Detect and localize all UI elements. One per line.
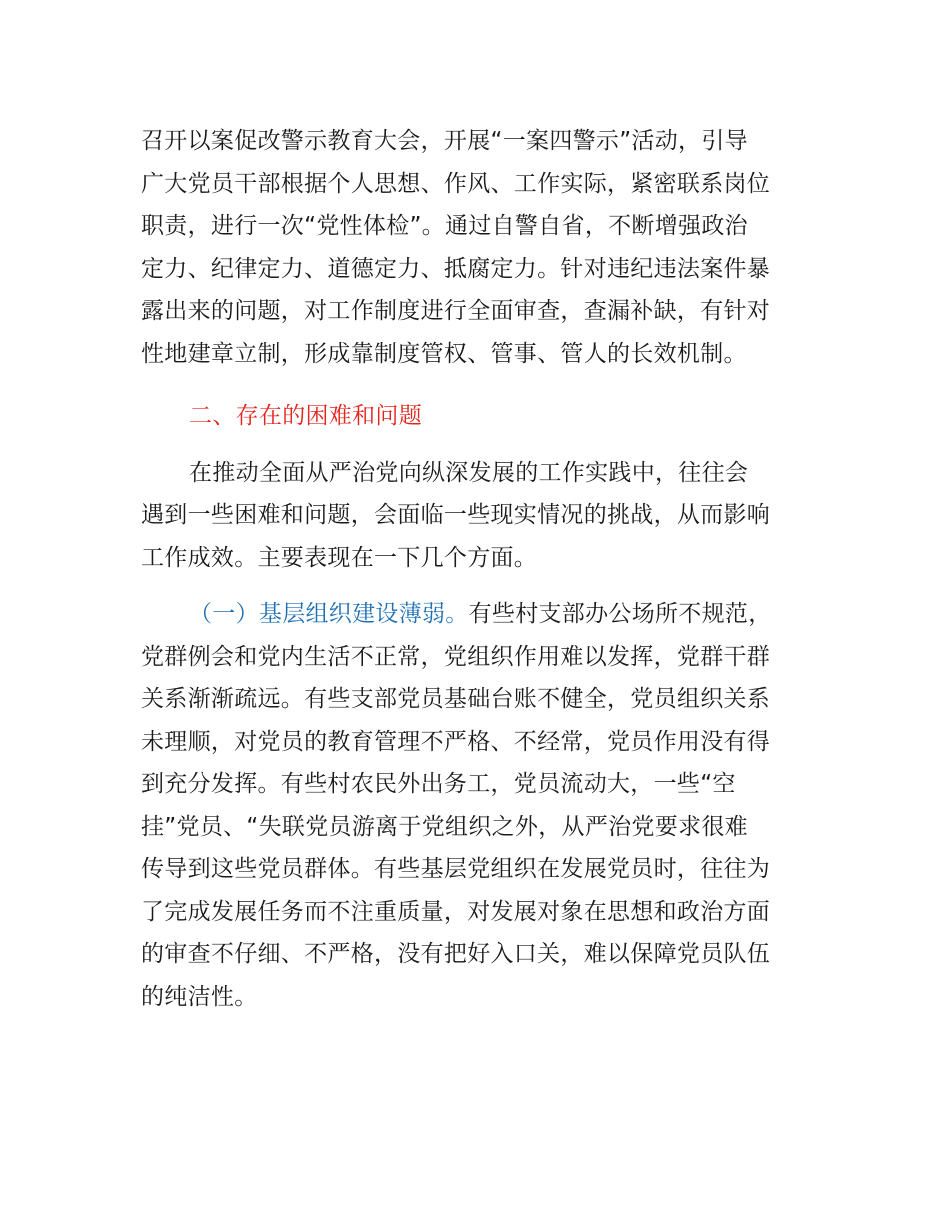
paragraph-line: 党群例会和党内生活不正常，党组织作用难以发挥，党群干群 — [141, 643, 771, 670]
section-heading: 二、存在的困难和问题 — [189, 403, 422, 429]
paragraph-line: 到充分发挥。有些村农民外出务工，党员流动大，一些“空 — [141, 771, 736, 797]
paragraph-line: 的审查不仔细、不严格，没有把好入口关，难以保障党员队伍 — [141, 941, 771, 967]
paragraph-line: 遇到一些困难和问题，会面临一些现实情况的挑战，从而影响 — [141, 502, 771, 528]
subsection-heading: （一）基层组织建设薄弱。 — [189, 601, 469, 627]
paragraph-line: 关系渐渐疏远。有些支部党员基础台账不健全，党员组织关系 — [141, 686, 771, 712]
paragraph-line: 挂”党员、“失联党员游离于党组织之外，从严治党要求很难 — [141, 813, 748, 840]
paragraph-line-rest: 有些村支部办公场所不规范， — [468, 601, 772, 627]
paragraph-3 — [141, 593, 821, 1018]
paragraph-line: 广大党员干部根据个人思想、作风、工作实际，紧密联系岗位 — [141, 170, 771, 197]
document-body — [141, 120, 821, 1018]
paragraph-line: 的纯洁性。 — [141, 983, 258, 1010]
paragraph-line: 在推动全面从严治党向纵深发展的工作实践中，往往会 — [189, 459, 749, 486]
paragraph-line: 定力、纪律定力、道德定力、抵腐定力。针对违纪违法案件暴 — [141, 255, 771, 282]
paragraph-line: 了完成发展任务而不注重质量，对发展对象在思想和政治方面 — [141, 898, 771, 925]
paragraph-line: 职责，进行一次“党性体检”。通过自警自省，不断增强政治 — [141, 213, 748, 239]
paragraph-line: 未理顺，对党员的教育管理不严格、不经常，党员作用没有得 — [141, 728, 771, 755]
paragraph-1 — [141, 120, 821, 375]
paragraph-line: 露出来的问题，对工作制度进行全面审查，查漏补缺，有针对 — [141, 298, 771, 324]
paragraph-line: 性地建章立制，形成靠制度管权、管事、管人的长效机制。 — [141, 340, 747, 367]
paragraph-line: 工作成效。主要表现在一下几个方面。 — [141, 544, 538, 571]
paragraph-line: 召开以案促改警示教育大会，开展“一案四警示”活动，引导 — [141, 128, 748, 154]
paragraph-line: 传导到这些党员群体。有些基层党组织在发展党员时，往往为 — [141, 856, 771, 882]
paragraph-2 — [141, 452, 821, 580]
paragraph-first-line — [141, 593, 821, 636]
